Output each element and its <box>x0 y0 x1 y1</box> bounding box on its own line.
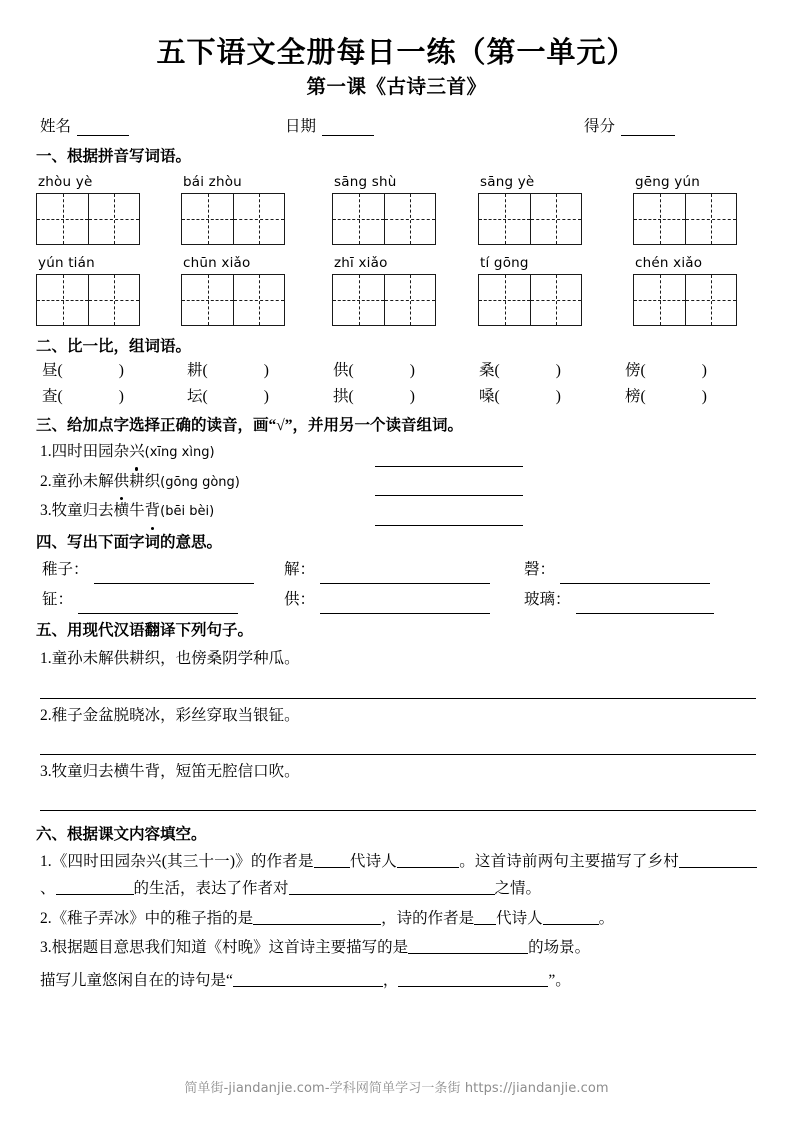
tianzige-cell[interactable] <box>233 275 284 325</box>
fill-blank[interactable] <box>398 973 548 987</box>
paren-open: ( <box>57 362 63 380</box>
compare-item[interactable] <box>479 358 625 383</box>
paren-close: ) <box>701 362 707 380</box>
fill-blank[interactable] <box>425 881 495 895</box>
tianzige-cell[interactable] <box>530 194 581 244</box>
compare-item[interactable] <box>625 358 745 383</box>
compare-answer-space[interactable] <box>646 358 702 383</box>
fill-text: ，诗的作者是 <box>381 909 475 927</box>
paren-close: ) <box>701 387 707 405</box>
fill-text: 。这首诗前两句主要描写了乡村 <box>459 853 679 871</box>
pinyin-item <box>36 255 181 326</box>
fill-question-2 <box>36 906 757 933</box>
tianzige-grid[interactable] <box>478 193 582 245</box>
tianzige-cell[interactable] <box>530 275 581 325</box>
fill-question-3 <box>36 935 757 962</box>
translate-answer-line[interactable] <box>40 810 756 811</box>
fill-blank[interactable] <box>314 854 350 868</box>
pron-options[interactable]: (bēi bèi) <box>160 504 215 520</box>
section-3-heading: 三、给加点字选择正确的读音，画“√”，并用另一个读音组词。 <box>36 416 464 434</box>
translate-answer-line[interactable] <box>40 754 756 755</box>
compare-char: 嗓 <box>479 387 495 405</box>
fill-text: 的场景。 <box>528 939 591 957</box>
tianzige-grid[interactable] <box>633 274 737 326</box>
tianzige-cell[interactable] <box>634 194 685 244</box>
paren-close: ) <box>118 387 124 405</box>
compare-row-2 <box>36 384 757 409</box>
meaning-blank[interactable] <box>78 600 238 614</box>
fill-question-1 <box>36 849 757 902</box>
compare-answer-space[interactable] <box>354 358 410 383</box>
tianzige-cell[interactable] <box>182 275 233 325</box>
fill-text: 、 <box>40 880 56 898</box>
pronunciation-item <box>36 437 757 467</box>
fill-blank[interactable] <box>289 881 425 895</box>
tianzige-cell[interactable] <box>384 275 435 325</box>
translate-question: 2.稚子金盆脱晓冰，彩丝穿取当银钲。 <box>40 706 300 724</box>
fill-blank[interactable] <box>397 854 459 868</box>
pron-answer-blank[interactable] <box>375 512 523 526</box>
tianzige-cell[interactable] <box>37 194 88 244</box>
compare-answer-space[interactable] <box>208 384 264 409</box>
fill-text: 3.根据题目意思我们知道《村晚》这首诗主要描写的是 <box>40 939 409 957</box>
compare-char: 榜 <box>625 387 641 405</box>
tianzige-cell[interactable] <box>634 275 685 325</box>
pinyin-item <box>633 255 737 326</box>
paren-open: ( <box>640 387 646 405</box>
paren-close: ) <box>263 362 269 380</box>
tianzige-cell[interactable] <box>37 275 88 325</box>
pinyin-label: gēng yún <box>635 174 700 191</box>
pinyin-grid-row-1 <box>36 174 757 245</box>
pinyin-item <box>181 255 332 326</box>
pinyin-label: bái zhòu <box>183 174 242 191</box>
tianzige-cell[interactable] <box>88 194 139 244</box>
pron-answer-blank[interactable] <box>375 482 523 496</box>
meaning-blank[interactable] <box>94 570 254 584</box>
tianzige-grid[interactable] <box>36 274 140 326</box>
tianzige-grid[interactable] <box>181 193 285 245</box>
tianzige-grid[interactable] <box>633 193 737 245</box>
tianzige-cell[interactable] <box>333 194 384 244</box>
pinyin-item <box>332 174 478 245</box>
compare-char: 傍 <box>625 362 641 380</box>
fill-question-3-line2 <box>36 968 757 995</box>
paren-close: ) <box>118 362 124 380</box>
translate-question: 1.童孙未解供耕织，也傍桑阴学种瓜。 <box>40 650 300 668</box>
section-4-heading: 四、写出下面字词的意思。 <box>36 534 223 552</box>
fill-text: ， <box>382 972 399 990</box>
score-blank[interactable] <box>621 123 675 136</box>
fill-text: 的生活，表达了作者对 <box>133 880 289 898</box>
pinyin-label: zhòu yè <box>38 174 93 191</box>
tianzige-cell[interactable] <box>685 275 736 325</box>
compare-char: 昼 <box>42 362 58 380</box>
tianzige-cell[interactable] <box>333 275 384 325</box>
fill-blank[interactable] <box>56 881 134 895</box>
compare-answer-space[interactable] <box>500 384 556 409</box>
footer-watermark: 简单街-jiandanjie.com-学科网简单学习一条街 https://jiandanjie.com <box>184 1081 609 1096</box>
fill-text: 描写儿童悠闲自在的诗句是“ <box>40 972 233 990</box>
section-6-heading: 六、根据课文内容填空。 <box>36 826 207 844</box>
meaning-label: 玻璃： <box>524 591 571 609</box>
meaning-item[interactable] <box>42 556 284 584</box>
meaning-item[interactable] <box>524 586 757 614</box>
meaning-row-2 <box>36 586 757 614</box>
page-subtitle: 第一课《古诗三首》 <box>306 77 487 99</box>
pron-text-pre: 牧童归去横牛 <box>51 502 145 520</box>
meaning-item[interactable] <box>284 586 524 614</box>
tianzige-grid[interactable] <box>36 193 140 245</box>
paren-close: ) <box>555 362 561 380</box>
paren-open: ( <box>494 387 500 405</box>
tianzige-grid[interactable] <box>332 193 436 245</box>
item-number: 2. <box>40 472 52 490</box>
fill-blank[interactable] <box>408 940 528 954</box>
tianzige-cell[interactable] <box>479 275 530 325</box>
pinyin-item <box>478 174 633 245</box>
compare-item[interactable] <box>42 358 187 383</box>
pinyin-label: yún tián <box>38 255 95 272</box>
paren-close: ) <box>409 387 415 405</box>
compare-item[interactable] <box>479 384 625 409</box>
paren-close: ) <box>409 362 415 380</box>
compare-char: 拱 <box>333 387 349 405</box>
compare-answer-space[interactable] <box>500 358 556 383</box>
compare-item[interactable] <box>333 384 479 409</box>
fill-text: 代诗人 <box>349 853 398 871</box>
tianzige-grid[interactable] <box>478 274 582 326</box>
fill-text: 2.《稚子弄冰》中的稚子指的是 <box>40 909 254 927</box>
compare-item[interactable] <box>187 358 333 383</box>
meaning-label: 供： <box>284 591 316 609</box>
tianzige-cell[interactable] <box>479 194 530 244</box>
compare-row-1 <box>36 358 757 383</box>
pinyin-label: sāng yè <box>480 174 535 191</box>
meaning-label: 磬： <box>524 561 556 579</box>
fill-text: 。 <box>598 909 615 927</box>
fill-blank[interactable] <box>543 911 599 925</box>
compare-char: 供 <box>333 362 349 380</box>
pinyin-item <box>36 174 181 245</box>
pinyin-label: zhī xiǎo <box>334 255 388 272</box>
compare-char: 坛 <box>187 387 203 405</box>
paren-open: ( <box>57 387 63 405</box>
section-2-heading: 二、比一比，组词语。 <box>36 338 192 356</box>
paren-open: ( <box>348 387 354 405</box>
compare-item[interactable] <box>187 384 333 409</box>
tianzige-cell[interactable] <box>384 194 435 244</box>
item-number: 3. <box>40 502 52 520</box>
pron-sentence <box>40 437 215 467</box>
compare-answer-space[interactable] <box>63 358 119 383</box>
fill-blank[interactable] <box>679 854 757 868</box>
pinyin-label: tí gōng <box>480 255 529 272</box>
fill-blank[interactable] <box>253 911 381 925</box>
pronunciation-item <box>36 467 757 497</box>
section-1-heading: 一、根据拼音写词语。 <box>36 147 192 165</box>
section-5-heading: 五、用现代汉语翻译下列句子。 <box>36 622 254 640</box>
paren-close: ) <box>263 387 269 405</box>
paren-open: ( <box>348 362 354 380</box>
tianzige-cell[interactable] <box>182 194 233 244</box>
item-number: 1. <box>40 442 52 460</box>
pinyin-item <box>181 174 332 245</box>
meaning-label: 钲： <box>42 591 74 609</box>
dotted-char: 供 <box>114 467 130 497</box>
pinyin-label: sāng shù <box>334 174 397 191</box>
pinyin-grid-row-2 <box>36 255 757 326</box>
meaning-item[interactable] <box>284 556 524 584</box>
meaning-blank[interactable] <box>320 570 490 584</box>
fill-text: 之情。 <box>494 880 542 898</box>
meaning-blank[interactable] <box>576 600 714 614</box>
score-label: 得分 <box>584 117 616 135</box>
meaning-item[interactable] <box>524 556 757 584</box>
paren-close: ) <box>555 387 561 405</box>
pinyin-label: chūn xiǎo <box>183 255 251 272</box>
meta-row <box>36 114 757 136</box>
pron-text-post: 耕织 <box>129 472 161 490</box>
pinyin-item <box>633 174 737 245</box>
name-field[interactable] <box>40 114 129 136</box>
meaning-row-1 <box>36 556 757 584</box>
compare-item[interactable] <box>42 384 187 409</box>
compare-item[interactable] <box>625 384 745 409</box>
pron-sentence <box>40 496 214 526</box>
fill-text: 代诗人 <box>496 909 543 927</box>
pron-sentence <box>40 467 240 497</box>
paren-open: ( <box>202 362 208 380</box>
fill-blank[interactable] <box>474 911 496 925</box>
name-blank[interactable] <box>77 123 129 136</box>
pron-options[interactable]: (xīng xìng) <box>144 444 215 460</box>
dotted-char: 兴 <box>129 437 145 467</box>
page-title: 五下语文全册每日一练（第一单元） <box>156 37 637 69</box>
compare-answer-space[interactable] <box>646 384 702 409</box>
fill-text: ”。 <box>548 972 571 990</box>
compare-char: 桑 <box>479 362 495 380</box>
dotted-char: 背 <box>145 496 161 526</box>
compare-answer-space[interactable] <box>63 384 119 409</box>
pron-options[interactable]: (gōng gòng) <box>160 474 240 490</box>
tianzige-grid[interactable] <box>181 274 285 326</box>
date-blank[interactable] <box>322 123 374 136</box>
pinyin-label: chén xiǎo <box>635 255 703 272</box>
translate-answer-line[interactable] <box>40 698 756 699</box>
pronunciation-item <box>36 496 757 526</box>
tianzige-grid[interactable] <box>332 274 436 326</box>
compare-item[interactable] <box>333 358 479 383</box>
paren-open: ( <box>640 362 646 380</box>
compare-char: 耕 <box>187 362 203 380</box>
compare-answer-space[interactable] <box>208 358 264 383</box>
translate-question: 3.牧童归去横牛背，短笛无腔信口吹。 <box>40 762 300 780</box>
name-label: 姓名 <box>40 117 72 135</box>
paren-open: ( <box>494 362 500 380</box>
pinyin-item <box>478 255 633 326</box>
meaning-item[interactable] <box>42 586 284 614</box>
score-field[interactable] <box>584 114 675 136</box>
compare-answer-space[interactable] <box>354 384 410 409</box>
pinyin-item <box>332 255 478 326</box>
pron-text-pre: 童孙未解 <box>51 472 114 490</box>
pron-text-pre: 四时田园杂 <box>51 442 130 460</box>
paren-open: ( <box>202 387 208 405</box>
meaning-label: 解： <box>284 561 316 579</box>
compare-char: 查 <box>42 387 58 405</box>
tianzige-cell[interactable] <box>88 275 139 325</box>
fill-blank[interactable] <box>233 973 383 987</box>
meaning-label: 稚子： <box>42 561 89 579</box>
date-field[interactable] <box>285 114 374 136</box>
fill-text: 1.《四时田园杂兴(其三十一)》的作者是 <box>40 853 314 871</box>
tianzige-cell[interactable] <box>685 194 736 244</box>
meaning-blank[interactable] <box>320 600 490 614</box>
tianzige-cell[interactable] <box>233 194 284 244</box>
pron-answer-blank[interactable] <box>375 453 523 467</box>
date-label: 日期 <box>285 117 317 135</box>
meaning-blank[interactable] <box>560 570 710 584</box>
